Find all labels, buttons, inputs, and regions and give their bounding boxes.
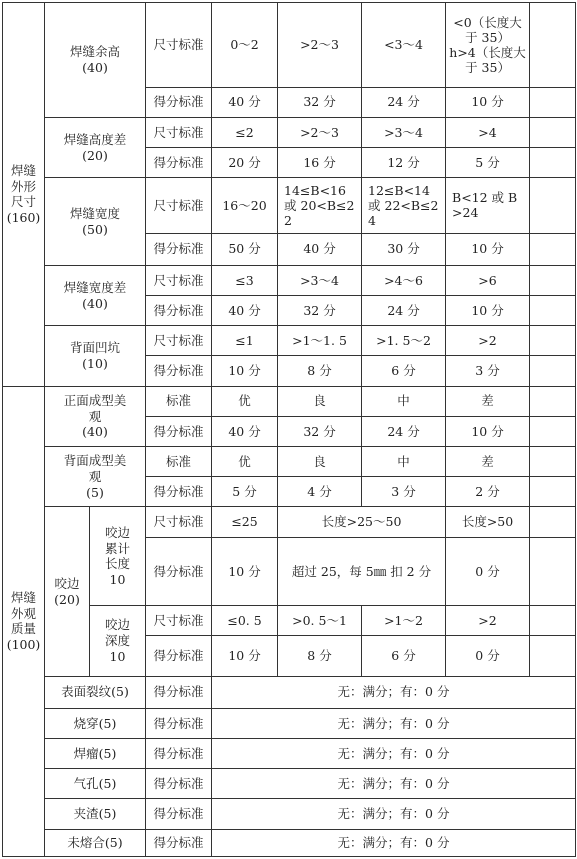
- cell: ≤0. 5: [212, 606, 278, 636]
- cell: 超过 25，每 5㎜ 扣 2 分: [278, 537, 446, 605]
- cell: 24 分: [362, 296, 446, 326]
- blank-cell: [530, 636, 576, 676]
- row-type: 得分标准: [146, 769, 212, 799]
- item-name: 焊缝宽度差 (40): [45, 265, 146, 325]
- sub-item-name: 咬边 累计 长度 10: [90, 507, 146, 606]
- cell: 5 分: [212, 477, 278, 507]
- cell: 8 分: [278, 356, 362, 386]
- cell: 10 分: [446, 87, 530, 117]
- cell: 24 分: [362, 416, 446, 446]
- row-type: 得分标准: [146, 296, 212, 326]
- blank-cell: [530, 447, 576, 477]
- row-type: 得分标准: [146, 799, 212, 829]
- cell: 12≤B<14 或 22<B≤24: [362, 178, 446, 233]
- table-row: [3, 676, 576, 708]
- cell: >4: [446, 117, 530, 147]
- row-type: 尺寸标准: [146, 265, 212, 295]
- cell: ≤1: [212, 326, 278, 356]
- cell: 0～2: [212, 3, 278, 88]
- cell: >2: [446, 326, 530, 356]
- category-look: 焊缝 外观 质量 (100): [3, 386, 45, 856]
- cell: 10 分: [212, 356, 278, 386]
- table-row: [3, 769, 576, 799]
- cell: >3～4: [362, 117, 446, 147]
- item-name: 焊缝余高 (40): [45, 3, 146, 118]
- sub-item-name: 咬边 深度 10: [90, 606, 146, 676]
- table-row: [3, 739, 576, 769]
- item-name: 焊瘤(5): [45, 739, 146, 769]
- cell: 良: [278, 386, 362, 416]
- table-row: [3, 507, 576, 537]
- cell: >4～6: [362, 265, 446, 295]
- row-type: 得分标准: [146, 636, 212, 676]
- cell: 10 分: [446, 233, 530, 265]
- row-type: 标准: [146, 447, 212, 477]
- cell: 5 分: [446, 148, 530, 178]
- row-type: 得分标准: [146, 477, 212, 507]
- cell: 8 分: [278, 636, 362, 676]
- item-name: 烧穿(5): [45, 708, 146, 738]
- cell: 差: [446, 447, 530, 477]
- cell: 10 分: [446, 416, 530, 446]
- blank-cell: [530, 296, 576, 326]
- blank-cell: [530, 537, 576, 605]
- cell: 14≤B<16 或 20<B≤22: [278, 178, 362, 233]
- cell: 中: [362, 447, 446, 477]
- blank-cell: [530, 356, 576, 386]
- row-type: 得分标准: [146, 829, 212, 856]
- cell: ≤25: [212, 507, 278, 537]
- row-type: 得分标准: [146, 356, 212, 386]
- blank-cell: [530, 117, 576, 147]
- cell: 优: [212, 386, 278, 416]
- cell: >3～4: [278, 265, 362, 295]
- table-row: [3, 3, 576, 88]
- row-type: 得分标准: [146, 148, 212, 178]
- cell: 40 分: [212, 416, 278, 446]
- cell: 16 分: [278, 148, 362, 178]
- cell: >6: [446, 265, 530, 295]
- cell: 差: [446, 386, 530, 416]
- cell: >1～2: [362, 606, 446, 636]
- row-type: 尺寸标准: [146, 3, 212, 88]
- cell: >2: [446, 606, 530, 636]
- cell: 10 分: [212, 636, 278, 676]
- cell: 无：满分；有：0 分: [212, 676, 576, 708]
- cell: 16～20: [212, 178, 278, 233]
- cell: 32 分: [278, 416, 362, 446]
- blank-cell: [530, 416, 576, 446]
- row-type: 得分标准: [146, 708, 212, 738]
- item-name: 正面成型美 观 (40): [45, 386, 146, 446]
- cell: 良: [278, 447, 362, 477]
- table-row: [3, 829, 576, 856]
- row-type: 得分标准: [146, 87, 212, 117]
- cell: 12 分: [362, 148, 446, 178]
- cell: 30 分: [362, 233, 446, 265]
- cell: 40 分: [212, 87, 278, 117]
- row-type: 得分标准: [146, 537, 212, 605]
- cell: 40 分: [278, 233, 362, 265]
- row-type: 尺寸标准: [146, 117, 212, 147]
- scoring-table: [2, 2, 576, 857]
- table-row: [3, 265, 576, 295]
- row-type: 尺寸标准: [146, 606, 212, 636]
- cell: 32 分: [278, 87, 362, 117]
- cell: 4 分: [278, 477, 362, 507]
- cell: 24 分: [362, 87, 446, 117]
- blank-cell: [530, 87, 576, 117]
- cell: 长度>25～50: [278, 507, 446, 537]
- item-name: 夹渣(5): [45, 799, 146, 829]
- cell: 40 分: [212, 296, 278, 326]
- cell: 无：满分；有：0 分: [212, 739, 576, 769]
- row-type: 尺寸标准: [146, 507, 212, 537]
- cell: 中: [362, 386, 446, 416]
- cell: <0（长度大于 35） h>4（长度大于 35）: [446, 3, 530, 88]
- table-row: [3, 447, 576, 477]
- cell: 10 分: [446, 296, 530, 326]
- cell: 无：满分；有：0 分: [212, 708, 576, 738]
- table-row: [3, 117, 576, 147]
- blank-cell: [530, 386, 576, 416]
- row-type: 得分标准: [146, 416, 212, 446]
- category-shape: 焊缝 外形 尺寸 (160): [3, 3, 45, 387]
- table-row: [3, 708, 576, 738]
- item-name: 未熔合(5): [45, 829, 146, 856]
- blank-cell: [530, 178, 576, 233]
- table-row: [3, 799, 576, 829]
- table-row: [3, 386, 576, 416]
- cell: >1～1. 5: [278, 326, 362, 356]
- cell: 20 分: [212, 148, 278, 178]
- blank-cell: [530, 148, 576, 178]
- item-name: 背面成型美 观 (5): [45, 447, 146, 507]
- item-name: 气孔(5): [45, 769, 146, 799]
- table-row: [3, 178, 576, 233]
- blank-cell: [530, 507, 576, 537]
- cell: ≤2: [212, 117, 278, 147]
- cell: 3 分: [362, 477, 446, 507]
- item-name: 咬边 (20): [45, 507, 90, 676]
- cell: <3～4: [362, 3, 446, 88]
- blank-cell: [530, 477, 576, 507]
- row-type: 得分标准: [146, 739, 212, 769]
- row-type: 得分标准: [146, 233, 212, 265]
- cell: 10 分: [212, 537, 278, 605]
- cell: 长度>50: [446, 507, 530, 537]
- cell: 6 分: [362, 356, 446, 386]
- cell: 优: [212, 447, 278, 477]
- cell: >2～3: [278, 3, 362, 88]
- blank-cell: [530, 3, 576, 88]
- cell: 6 分: [362, 636, 446, 676]
- blank-cell: [530, 606, 576, 636]
- row-type: 尺寸标准: [146, 326, 212, 356]
- cell: 50 分: [212, 233, 278, 265]
- cell: 3 分: [446, 356, 530, 386]
- table-row: [3, 326, 576, 356]
- row-type: 尺寸标准: [146, 178, 212, 233]
- cell: 2 分: [446, 477, 530, 507]
- item-name: 表面裂纹(5): [45, 676, 146, 708]
- item-name: 焊缝高度差 (20): [45, 117, 146, 177]
- cell: >2～3: [278, 117, 362, 147]
- row-type: 得分标准: [146, 676, 212, 708]
- blank-cell: [530, 326, 576, 356]
- blank-cell: [530, 233, 576, 265]
- cell: 无：满分；有：0 分: [212, 799, 576, 829]
- cell: B<12 或 B >24: [446, 178, 530, 233]
- blank-cell: [530, 265, 576, 295]
- cell: 32 分: [278, 296, 362, 326]
- item-name: 焊缝宽度 (50): [45, 178, 146, 266]
- cell: >0. 5～1: [278, 606, 362, 636]
- cell: 0 分: [446, 537, 530, 605]
- cell: >1. 5～2: [362, 326, 446, 356]
- row-type: 标准: [146, 386, 212, 416]
- cell: 无：满分；有：0 分: [212, 829, 576, 856]
- cell: ≤3: [212, 265, 278, 295]
- cell: 无：满分；有：0 分: [212, 769, 576, 799]
- cell: 0 分: [446, 636, 530, 676]
- item-name: 背面凹坑 (10): [45, 326, 146, 386]
